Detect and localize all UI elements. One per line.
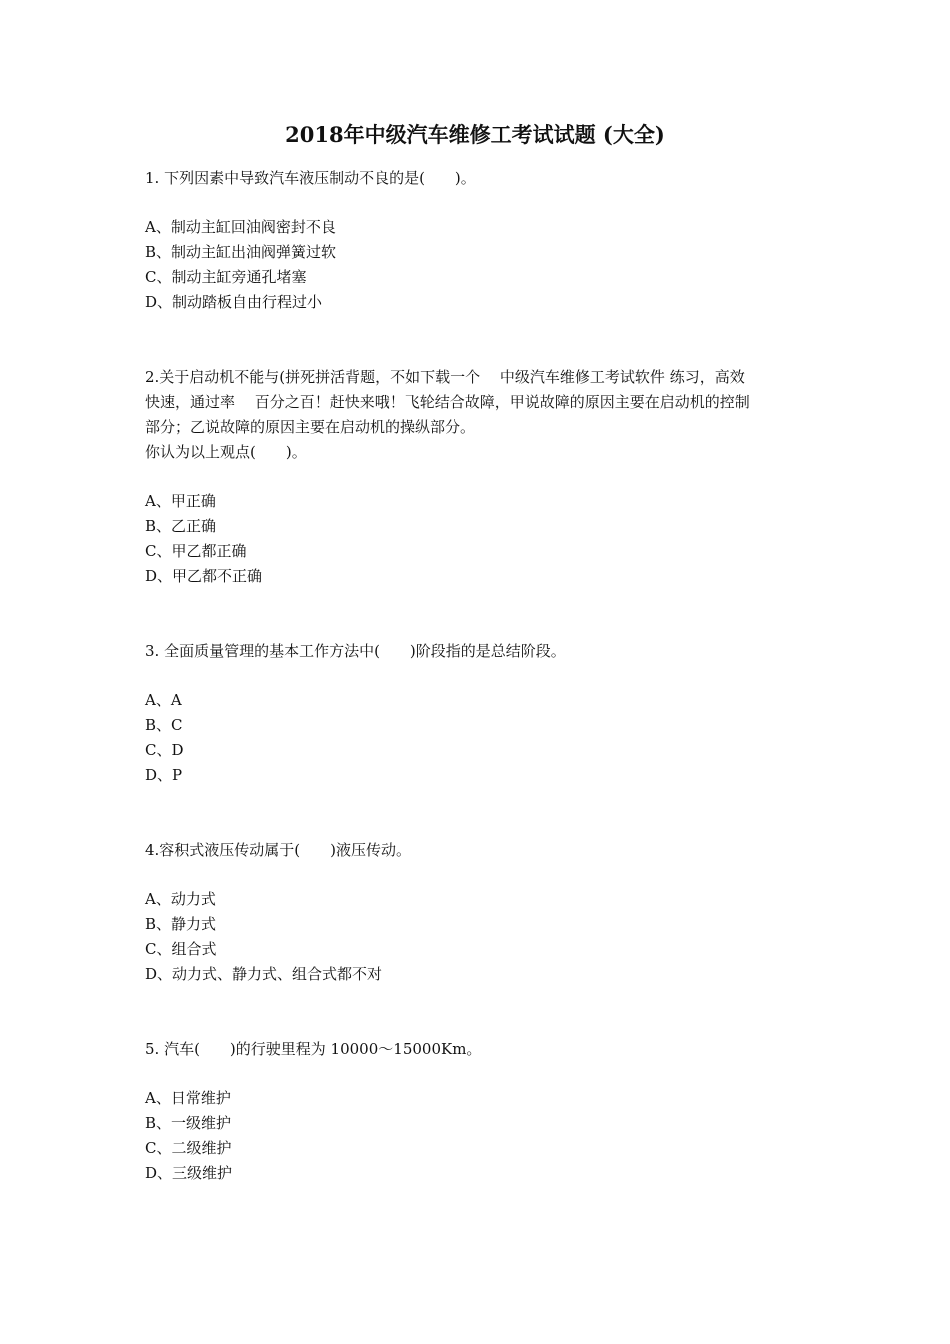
question-stem	[145, 639, 810, 664]
question-stem-line: 2.关于启动机不能与(拼死拼活背题，不如下载一个 中级汽车维修工考试软件 练习，高效	[145, 368, 745, 386]
question-3	[145, 639, 810, 788]
option-list	[145, 215, 810, 315]
option-d: D、三级维护	[145, 1164, 233, 1182]
option-list	[145, 489, 810, 589]
option-list	[145, 688, 810, 788]
question-stem	[145, 166, 810, 191]
option-list	[145, 1086, 810, 1186]
question-1	[145, 166, 810, 315]
option-c: C、组合式	[145, 940, 217, 958]
option-c: C、二级维护	[145, 1139, 232, 1157]
option-b: B、一级维护	[145, 1114, 232, 1132]
option-a: A、动力式	[145, 890, 216, 908]
option-a: A、A	[145, 691, 182, 709]
question-stem-line: 部分；乙说故障的原因主要在启动机的操纵部分。	[145, 418, 476, 436]
option-c: C、D	[145, 741, 184, 759]
question-stem	[145, 1037, 810, 1062]
option-d: D、P	[145, 766, 183, 784]
question-2	[145, 365, 810, 589]
question-stem-line: 4.容积式液压传动属于( )液压传动。	[145, 841, 412, 859]
option-b: B、制动主缸出油阀弹簧过软	[145, 243, 337, 261]
option-list	[145, 887, 810, 987]
question-stem-line: 你认为以上观点( )。	[145, 443, 307, 461]
option-d: D、动力式、静力式、组合式都不对	[145, 965, 383, 983]
option-b: B、乙正确	[145, 517, 217, 535]
option-a: A、制动主缸回油阀密封不良	[145, 218, 336, 236]
option-d: D、甲乙都不正确	[145, 567, 263, 585]
option-c: C、甲乙都正确	[145, 542, 247, 560]
question-stem-line: 1. 下列因素中导致汽车液压制动不良的是( )。	[145, 169, 476, 187]
option-b: B、C	[145, 716, 183, 734]
question-5	[145, 1037, 810, 1186]
question-stem-line: 5. 汽车( )的行驶里程为 10000～15000Km。	[145, 1040, 482, 1058]
document-title: 2018年中级汽车维修工考试试题 (大全)	[285, 122, 665, 147]
option-d: D、制动踏板自由行程过小	[145, 293, 323, 311]
question-stem-line: 快速，通过率 百分之百！赶快来哦！飞轮结合故障，甲说故障的原因主要在启动机的控制	[145, 393, 750, 411]
option-a: A、甲正确	[145, 492, 216, 510]
question-stem	[145, 365, 810, 465]
option-c: C、制动主缸旁通孔堵塞	[145, 268, 307, 286]
question-4	[145, 838, 810, 987]
question-stem-line: 3. 全面质量管理的基本工作方法中( )阶段指的是总结阶段。	[145, 642, 566, 660]
question-stem	[145, 838, 810, 863]
option-b: B、静力式	[145, 915, 217, 933]
option-a: A、日常维护	[145, 1089, 231, 1107]
